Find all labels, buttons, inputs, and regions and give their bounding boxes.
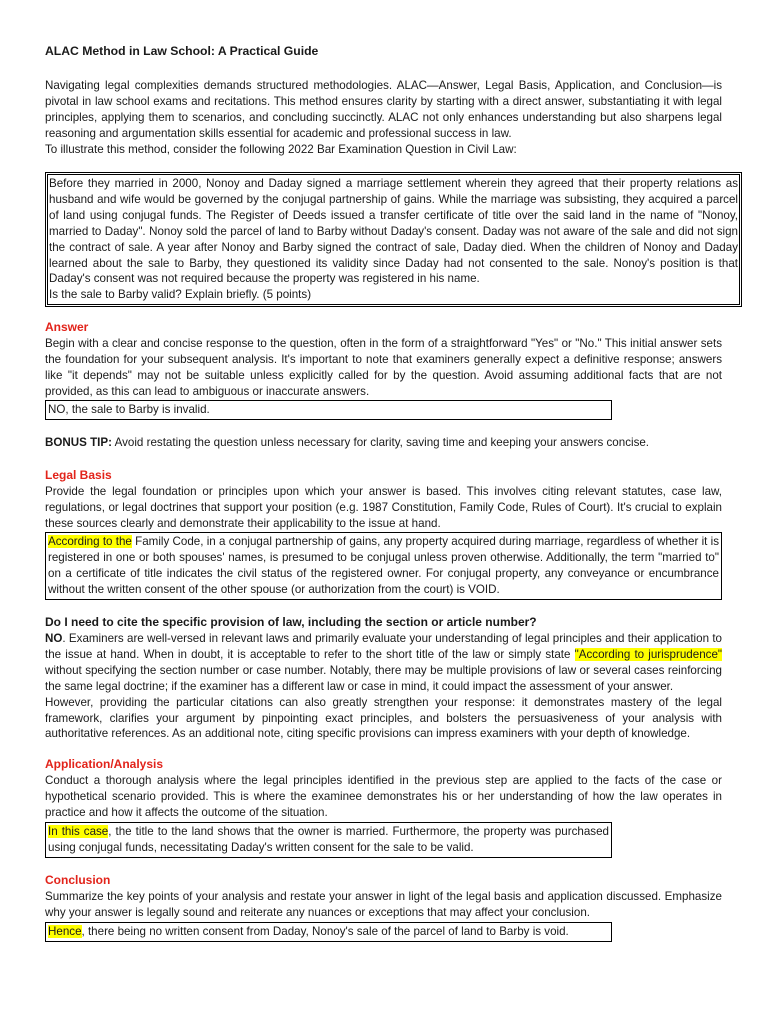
- legal-basis-highlight: According to the: [48, 535, 132, 548]
- conclusion-heading: Conclusion: [45, 873, 111, 887]
- cite-highlight: "According to jurisprudence": [574, 647, 723, 661]
- bonus-tip-label: BONUS TIP:: [45, 436, 112, 449]
- application-box: [45, 822, 612, 858]
- application-heading: Application/Analysis: [45, 757, 164, 771]
- conclusion-body: Summarize the key points of your analysis and restate your answer in light of the legal basis and application discussed. Emphasize why your answer is legally sound and reiterate any nuances or exceptions that may affect your conclusion.: [45, 890, 722, 919]
- intro-illustrate: To illustrate this method, consider the following 2022 Bar Examination Question in Civil Law:: [45, 142, 517, 156]
- conclusion-box-text: , there being no written consent from Daday, Nonoy's sale of the parcel of land to Barby is void.: [81, 925, 569, 938]
- conclusion-highlight: Hence: [48, 925, 82, 938]
- bar-question-box: [45, 172, 742, 307]
- intro-paragraph: Navigating legal complexities demands structured methodologies. ALAC—Answer, Legal Basis, Application, and Conclusion—is pivotal in law school exams and recitations. This method ensures clarity by starting with a direct answer, substantiating it with legal principles, applying them to scenarios, and concluding succinctly. ALAC not only enhances understanding but also sharpens legal reasoning and argumentation skills essential for academic and professional success in law.: [45, 79, 722, 140]
- legal-basis-body: Provide the legal foundation or principles upon which your answer is based. This involves citing relevant statutes, case law, regulations, or legal doctrines that support your position (e.g. 1987 Constitution, Family Code, Rules of Court). It's crucial to explain these sources clearly and demonstrate their applicability to the issue at hand.: [45, 485, 722, 530]
- cite-text-a: . Examiners are well-versed in relevant laws and primarily evaluate your understanding of legal principles and their application to the issue at hand. When in doubt, it is acceptable to refer to the short title of the law or simply state: [45, 632, 722, 661]
- cite-section: [45, 631, 722, 742]
- application-box-text: , the title to the land shows that the owner is married. Furthermore, the property was purchased using conjugal funds, necessitating Daday's written consent for the sale to be valid.: [48, 825, 609, 854]
- conclusion-box: [45, 922, 612, 942]
- bonus-tip: [45, 435, 722, 451]
- question-facts: Before they married in 2000, Nonoy and Daday signed a marriage settlement wherein they agreed that their property relations as husband and wife would be governed by the conjugal partnership of gains. While the marriage was subsisting, they acquired a parcel of land using conjugal funds. The Register of Deeds issued a transfer certificate of title over the said land in the name of "Nonoy, married to Daday". Nonoy sold the parcel of land to Barby without Daday's consent. Daday was not aware of the sale and did not sign the contract of sale. A year after Nonoy and Barby signed the contract of sale, Daday died. When the children of Nonoy and Daday learned about the sale to Barby, they questioned its validity since Daday had not consented to the sale. Nonoy's position is that Daday's consent was not required because the property was registered in his name.: [49, 177, 738, 286]
- application-highlight: In this case: [48, 825, 109, 838]
- answer-box: NO, the sale to Barby is invalid.: [45, 400, 612, 420]
- legal-basis-box: [45, 532, 722, 600]
- bonus-tip-text: Avoid restating the question unless necessary for clarity, saving time and keeping your answers concise.: [112, 436, 650, 449]
- cite-paragraph-2: However, providing the particular citations can also greatly strengthen your response: it demonstrates mastery of the legal framework, clarifies your argument by pinpointing exact principles, and bolsters the persuasiveness of your analysis with authoritative references. As an additional note, citing specific provisions can impress examiners with your depth of knowledge.: [45, 695, 722, 741]
- legal-basis-box-text: Family Code, in a conjugal partnership of gains, any property acquired during marriage, regardless of whether it is registered in one or both spouses' names, is presumed to be conjugal unless proven otherwise. Additionally, the term "married to" on a certificate of title indicates the civil status of the registered owner. For conjugal property, any conveyance or encumbrance without the written consent of the other spouse (or authorization from the court) is VOID.: [48, 535, 719, 596]
- cite-heading: Do I need to cite the specific provision of law, including the section or article number?: [45, 615, 537, 629]
- legal-basis-heading: Legal Basis: [45, 468, 112, 482]
- intro-section: [45, 78, 722, 158]
- cite-no: NO: [45, 632, 63, 645]
- page-title: ALAC Method in Law School: A Practical Guide: [45, 44, 319, 58]
- application-body: Conduct a thorough analysis where the legal principles identified in the previous step are applied to the facts of the case or hypothetical scenario provided. This is where the examinee demonstrates his or her understanding of how the law operates in practice and how it affects the outcome of the situation.: [45, 774, 722, 819]
- cite-text-b: without specifying the section number or case number. Notably, there may be multiple provisions of law or several cases reinforcing the same legal doctrine; if the examiner has a different law or case in mind, it could impact the assessment of your answer.: [45, 663, 722, 693]
- answer-body: Begin with a clear and concise response to the question, often in the form of a straightforward "Yes" or "No." This initial answer sets the foundation for your subsequent analysis. It's important to note that examiners generally expect a definitive response; answers like "it depends" may not be suitable unless explicitly called for by the question. Avoid assuming additional facts that are not provided, as this can lead to ambiguous or inaccurate answers.: [45, 337, 722, 398]
- answer-heading: Answer: [45, 320, 89, 334]
- question-prompt: Is the sale to Barby valid? Explain briefly. (5 points): [49, 288, 312, 302]
- cite-paragraph-1: [45, 631, 722, 695]
